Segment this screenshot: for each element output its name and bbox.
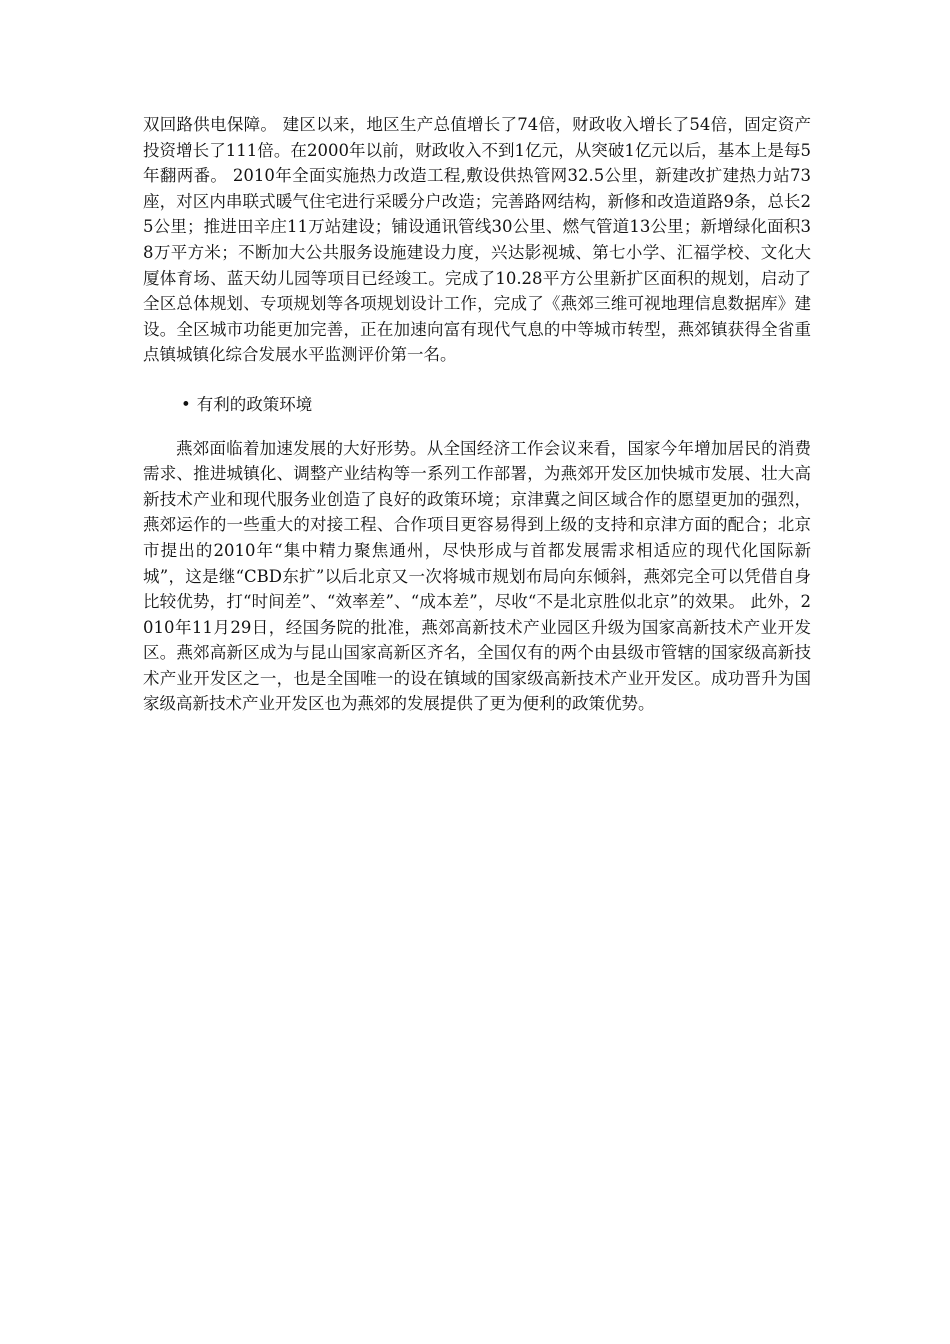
bullet-icon: • — [181, 394, 191, 414]
section-heading-text: 有利的政策环境 — [196, 394, 313, 414]
body-paragraph-continuation: 双回路供电保障。 建区以来，地区生产总值增长了74倍，财政收入增长了54倍，固定资产投资增长了111倍。在2000年以前，财政收入不到1亿元，从突破1亿元以后，基本上是每5年翻两番。 2010年全面实施热力改造工程,敷设供热管网32.5公里，新建改扩建热力站73座，对区内串联式暖气住宅进行采暖分户改造；完善路网结构，新修和改造道路9条，总长25公里；推进田辛庄11万站建设；铺设通讯管线30公里、燃气管道13公里；新增绿化面积38万平方米；不断加大公共服务设施建设力度，兴达影视城、第七小学、汇福学校、文化大厦体育场、蓝天幼儿园等项目已经竣工。完成了10.28平方公里新扩区面积的规划，启动了全区总体规划、专项规划等各项规划设计工作，完成了《燕郊三维可视地理信息数据库》建设。全区城市功能更加完善，正在加速向富有现代气息的中等城市转型，燕郊镇获得全省重点镇城镇化综合发展水平监测评价第一名。 — [143, 115, 811, 365]
document-page — [143, 112, 811, 717]
body-paragraph-policy: 燕郊面临着加速发展的大好形势。从全国经济工作会议来看，国家今年增加居民的消费需求、推进城镇化、调整产业结构等一系列工作部署，为燕郊开发区加快城市发展、壮大高新技术产业和现代服务业创造了良好的政策环境；京津冀之间区域合作的愿望更加的强烈，燕郊运作的一些重大的对接工程、合作项目更容易得到上级的支持和京津方面的配合；北京市提出的2010年“集中精力聚焦通州，尽快形成与首都发展需求相适应的现代化国际新城”，这是继“CBD东扩”以后北京又一次将城市规划布局向东倾斜，燕郊完全可以凭借自身比较优势，打“时间差”、“效率差”、“成本差”，尽收“不是北京胜似北京”的效果。 此外，2010年11月29日，经国务院的批准，燕郊高新技术产业园区升级为国家高新技术产业开发区。燕郊高新区成为与昆山国家高新区齐名，全国仅有的两个由县级市管辖的国家级高新技术产业开发区之一，也是全国唯一的设在镇域的国家级高新技术产业开发区。成功晋升为国家级高新技术产业开发区也为燕郊的发展提供了更为便利的政策优势。 — [143, 438, 811, 714]
section-heading — [143, 392, 811, 418]
